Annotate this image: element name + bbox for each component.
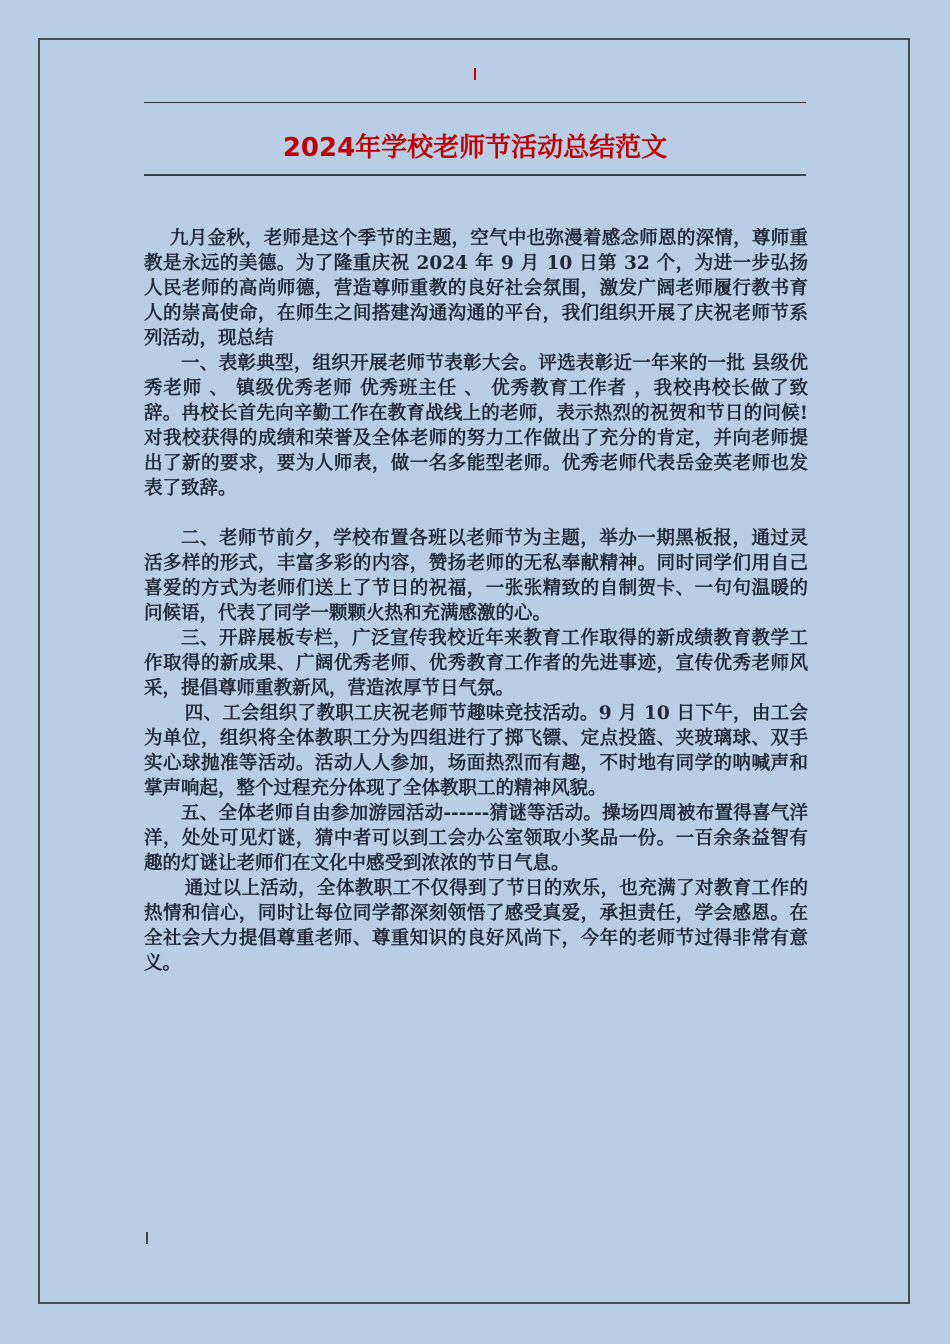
paragraph-section-2: 二、老师节前夕，学校布置各班以老师节为主题，举办一期黑板报，通过灵活多样的形式，丰富多彩的内容，赞扬老师的无私奉献精神。同时同学们用自己喜爱的方式为老师们送上了节日的祝福，一张张精致的自制贺卡、一句句温暖的问候语，代表了同学一颗颗火热和充满感激的心。 (144, 528, 808, 624)
document-body (144, 226, 808, 976)
header-rule (144, 102, 806, 103)
footer-mark (146, 1232, 148, 1244)
title-rule (144, 174, 806, 176)
paragraph-section-3: 三、开辟展板专栏，广泛宣传我校近年来教育工作取得的新成绩教育教学工作取得的新成果、广阔优秀老师、优秀教育工作者的先进事迹，宣传优秀老师风采，提倡尊师重教新风，营造浓厚节日气氛。 (144, 628, 808, 699)
paragraph-section-5: 五、全体老师自由参加游园活动------猜谜等活动。操场四周被布置得喜气洋洋，处处可见灯谜，猜中者可以到工会办公室领取小奖品一份。一百余条益智有趣的灯谜让老师们在文化中感受到浓浓的节日气息。 (144, 803, 808, 874)
header-mark (474, 68, 476, 80)
paragraph-intro: 九月金秋，老师是这个季节的主题，空气中也弥漫着感念师恩的深情，尊师重教是永远的美德。为了隆重庆祝 2024 年 9 月 10 日第 32 个，为进一步弘扬人民老师的高尚师德，营造尊师重教的良好社会氛围，激发广阔老师履行教书育人的崇高使命，在师生之间搭建沟通沟通的平台，我们组织开展了庆祝老师节系列活动，现总结 (144, 228, 808, 349)
document-title: 2024年学校老师节活动总结范文 (282, 133, 668, 163)
paragraph-section-4: 四、工会组织了教职工庆祝老师节趣味竞技活动。9 月 10 日下午，由工会为单位，组织将全体教职工分为四组进行了掷飞镖、定点投篮、夹玻璃球、双手实心球抛准等活动。活动人人参加，场面热烈而有趣，不时地有同学的呐喊声和掌声响起，整个过程充分体现了全体教职工的精神风貌。 (144, 703, 808, 799)
paragraph-conclusion: 通过以上活动，全体教职工不仅得到了节日的欢乐，也充满了对教育工作的热情和信心，同时让每位同学都深刻领悟了感受真爱，承担责任，学会感恩。在全社会大力提倡尊重老师、尊重知识的良好风尚下，今年的老师节过得非常有意义。 (144, 878, 808, 974)
paragraph-section-1: 一、表彰典型，组织开展老师节表彰大会。评选表彰近一年来的一批 县级优秀老师 、 镇级优秀老师 优秀班主任 、 优秀教育工作者 ，我校冉校长做了致辞。冉校长首先向辛勤工作在教育战线上的老师，表示热烈的祝贺和节日的问候!对我校获得的成绩和荣誉及全体老师的努力工作做出了充分的肯定，并向老师提出了新的要求，要为人师表，做一名多能型老师。优秀老师代表岳金英老师也发表了致辞。 (144, 353, 808, 499)
